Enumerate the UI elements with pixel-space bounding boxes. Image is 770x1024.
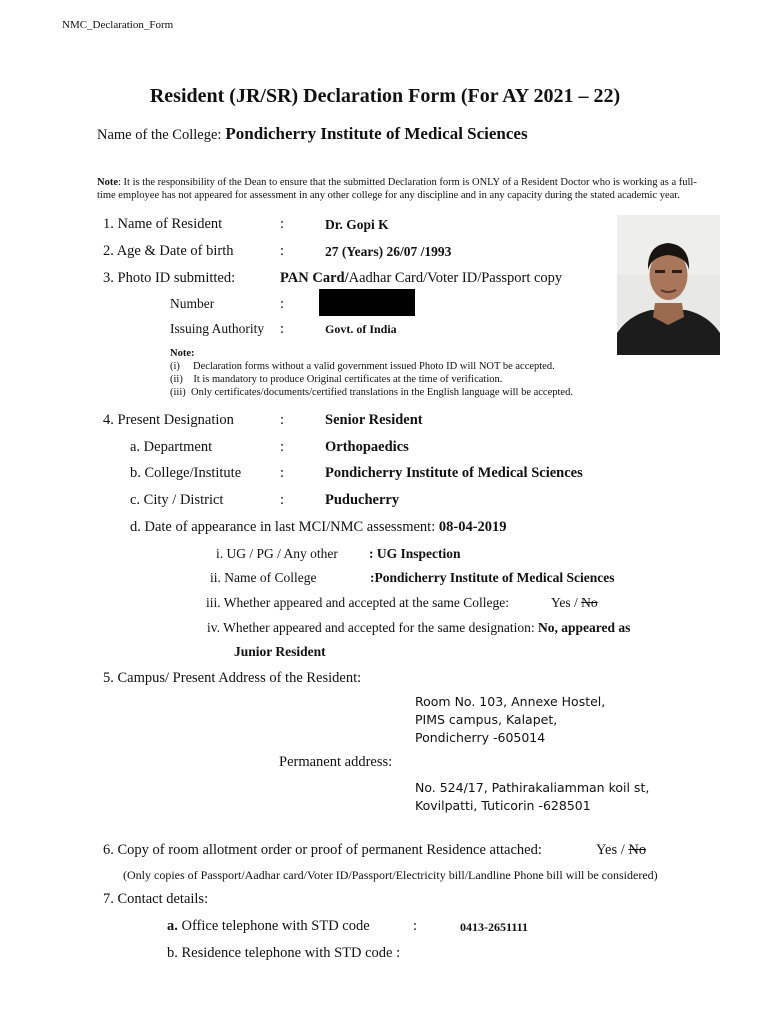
contact-label: 7. Contact details: [103, 891, 209, 907]
appearance-label: d. Date of appearance in last MCI/NMC assessment: [130, 519, 436, 535]
dean-note-label: Note [97, 177, 118, 188]
issuing-label: Issuing Authority [170, 321, 265, 336]
colon: : [280, 296, 285, 312]
age-label: 2. Age & Date of birth [103, 243, 234, 259]
college-name: Pondicherry Institute of Medical Sciences [225, 124, 528, 143]
photo-id-options: Aadhar Card/Voter ID/Passport copy [348, 270, 563, 286]
sub-college-value: :Pondicherry Institute of Medical Sciences [370, 570, 615, 585]
issuing-value: Govt. of India [325, 322, 397, 336]
present-address-line: Room No. 103, Annexe Hostel, [415, 694, 606, 709]
city-label: c. City / District [130, 492, 224, 508]
id-note-line: (ii) It is mandatory to produce Original certificates at the time of verification. [170, 374, 503, 385]
dean-note-text: : It is the responsibility of the Dean to ensure that the submitted Declaration form is ONLY of a Resident Doctor who is working as a full-time employee has not appeared for assessment in any other college for any discipline and in any capacity during the stated academic year. [97, 177, 697, 201]
college-line [97, 124, 528, 144]
name-label: 1. Name of Resident [103, 216, 223, 232]
id-note-line: (i) Declaration forms without a valid government issued Photo ID will NOT be accepted. [170, 361, 555, 372]
department-value: Orthopaedics [325, 439, 409, 455]
college-label: Name of the College: [97, 127, 222, 143]
colon: : [280, 412, 285, 428]
colon: : [280, 492, 285, 508]
ug-pg-value: : UG Inspection [369, 546, 461, 561]
colon: : [280, 439, 285, 455]
age-value: 27 (Years) 26/07 /1993 [325, 244, 452, 259]
photo-id-selected: PAN Card/ [280, 270, 349, 286]
number-label: Number [170, 296, 215, 311]
office-phone-value: 0413-2651111 [460, 920, 529, 934]
same-designation-value-cont: Junior Resident [234, 644, 326, 659]
copy-answer [596, 842, 646, 859]
office-prefix: a. [167, 918, 178, 934]
id-note-line: (iii) Only certificates/documents/certified translations in the English language will be accepted. [170, 387, 573, 398]
designation-label: 4. Present Designation [103, 412, 234, 428]
department-label: a. Department [130, 439, 213, 455]
form-title: Resident (JR/SR) Declaration Form (For AY 2021 – 22) [149, 85, 621, 107]
copy-label: 6. Copy of room allotment order or proof of permanent Residence attached: [103, 842, 542, 858]
residence-phone-label: b. Residence telephone with STD code : [167, 945, 401, 961]
same-designation-label: iv. Whether appeared and accepted for the same designation: [207, 620, 535, 635]
present-address [415, 693, 715, 747]
colon: : [280, 243, 285, 259]
colon: : [280, 321, 285, 337]
colon: : [413, 918, 418, 934]
office-phone-label: Office telephone with STD code [181, 918, 370, 934]
institute-value: Pondicherry Institute of Medical Sciences [325, 465, 583, 481]
resident-photo [617, 215, 720, 355]
designation-value: Senior Resident [325, 412, 423, 428]
permanent-address-label: Permanent address: [279, 754, 393, 770]
permanent-address-line: No. 524/17, Pathirakaliamman koil st, [415, 780, 650, 795]
sub-college-label: ii. Name of College [210, 570, 317, 585]
address-label: 5. Campus/ Present Address of the Resident: [103, 670, 362, 686]
redacted-id-number [319, 289, 415, 316]
same-college-label: iii. Whether appeared and accepted at the same College: [206, 595, 509, 610]
dean-note [97, 176, 697, 202]
office-phone-line [167, 918, 370, 935]
permanent-address [415, 779, 735, 815]
appearance-date: 08-04-2019 [438, 519, 507, 535]
city-value: Puducherry [325, 492, 400, 508]
same-designation-value: No, appeared as [537, 620, 631, 635]
colon: : [280, 465, 285, 481]
same-college-yes: Yes / [551, 595, 582, 610]
name-value: Dr. Gopi K [325, 217, 389, 232]
copy-no: No [628, 842, 647, 858]
ug-pg-label: i. UG / PG / Any other [216, 546, 338, 561]
permanent-address-line: Kovilpatti, Tuticorin -628501 [415, 798, 591, 813]
same-designation-line [207, 620, 630, 636]
institute-label: b. College/Institute [130, 465, 242, 481]
id-note-label: Note: [170, 348, 195, 359]
present-address-line: PIMS campus, Kalapet, [415, 712, 558, 727]
appearance-line [130, 519, 507, 536]
photo-id-value [280, 270, 562, 287]
copy-note: (Only copies of Passport/Aadhar card/Voter ID/Passport/Electricity bill/Landline Phone bill will be considered) [123, 868, 658, 882]
photo-id-label: 3. Photo ID submitted: [103, 270, 236, 286]
colon: : [280, 216, 285, 232]
copy-yes: Yes / [596, 842, 629, 858]
resident-photo-image [617, 215, 720, 355]
same-college-no: No [581, 595, 598, 610]
same-college-answer [551, 595, 598, 611]
document-label: NMC_Declaration_Form [62, 19, 174, 31]
present-address-line: Pondicherry -605014 [415, 730, 546, 745]
